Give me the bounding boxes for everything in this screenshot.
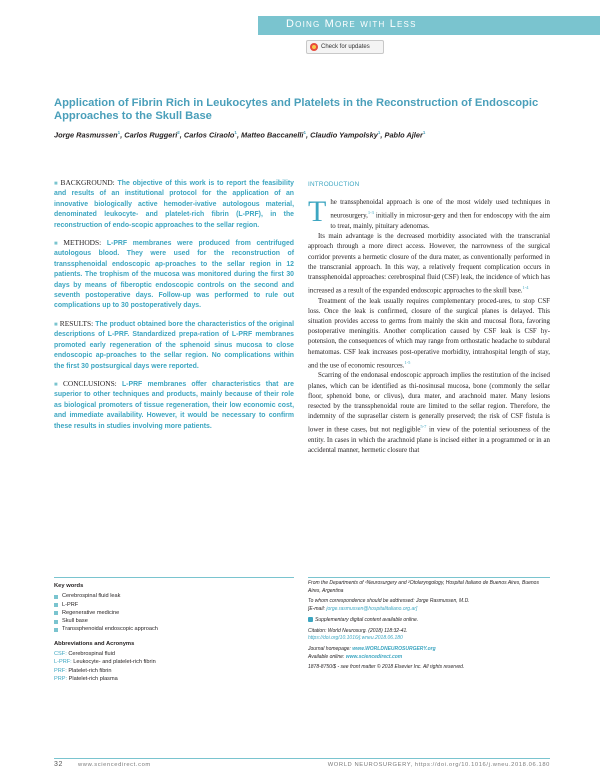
available-label: Available online: bbox=[308, 653, 345, 660]
available-line bbox=[308, 654, 550, 662]
abstract-methods bbox=[54, 238, 294, 312]
crossmark-icon bbox=[310, 43, 318, 51]
author-affiliation: 1 bbox=[377, 130, 381, 135]
methods-label: METHODS: bbox=[63, 238, 102, 248]
keyword-item: L-PRF bbox=[54, 601, 294, 609]
background-text: The objective of this work is to report the feasibility and results of an institutional protocol for the application of an innovative biologically active hemoder-ivative autologous material, denominated leukocyte- and platelet-rich fibrin (L-PRF), in the reconstruction of endo-scopic approaches to the sellar region. bbox=[54, 180, 295, 229]
footer-divider bbox=[54, 758, 550, 759]
intro-text: in view of the potential seriousness of the entity. In cases in which the arachnoid plane is incised either in a programmed or in an accidental manner, hermetic closure that bbox=[308, 426, 550, 455]
results-label: RESULTS: bbox=[59, 318, 94, 328]
keyword-item: Transsphenoidal endoscopic approach bbox=[54, 625, 294, 633]
drop-cap: T bbox=[308, 195, 327, 229]
intro-text: Its main advantage is the decreased morbidity associated with the transcranial approach through a more direct access. However, the narrowness of the surgical corridor prevents a hermetic closure of the dura mater, as conventionally performed in the transcranial approach. In this way, a relatively frequent complication occurs in transsphenoidal approaches: cerebrospinal fluid (CSF) leak, the incidence of which has increased as a result of the expanded endoscopic approaches to the skull base. bbox=[308, 233, 550, 295]
doi-link[interactable]: https://doi.org/10.1016/j.wneu.2018.06.180 bbox=[308, 635, 403, 642]
abbreviation-value: Cerebrospinal fluid bbox=[68, 651, 115, 658]
abstract bbox=[54, 178, 294, 439]
intro-paragraph bbox=[308, 371, 550, 456]
abbreviation-row bbox=[54, 667, 294, 675]
author-name[interactable]: Carlos Ruggeri bbox=[124, 130, 178, 140]
intro-text: Treatment of the leak usually requires complementary proced-ures, to stop CSF loss. Once the leak is confirmed, closure of the surgical planes is delayed. This situation provides access to germs from mainly the skin and mucosal flora, favoring postoperative meningitis. Another complication caused by CSF leak is CSF hy-potension, the consequences of which may range from orthostatic headache to subdural hematomas. CSF leak increases post-operative morbidity, intrahospital length of stay, and the use of economic resources. bbox=[308, 297, 550, 370]
section-title: Doing More with Less bbox=[286, 18, 417, 30]
page-footer bbox=[54, 761, 550, 771]
homepage-link[interactable]: www.WORLDNEUROSURGERY.org bbox=[352, 645, 436, 652]
keyword-item: Skull base bbox=[54, 617, 294, 625]
section-header bbox=[258, 16, 600, 35]
abbreviation-row bbox=[54, 650, 294, 658]
abstract-background bbox=[54, 178, 294, 231]
abbreviation-key: PRF: bbox=[54, 667, 67, 674]
keyword-item: Regenerative medicine bbox=[54, 609, 294, 617]
background-label: BACKGROUND: bbox=[60, 178, 115, 187]
abbreviations-heading: Abbreviations and Acronyms bbox=[54, 640, 135, 647]
page-number: 32 bbox=[54, 761, 63, 768]
email-label: [E-mail: bbox=[308, 606, 325, 613]
reference-link[interactable]: 1-3 bbox=[367, 210, 374, 216]
abbreviation-row bbox=[54, 675, 294, 683]
email-link[interactable]: jorge.rasmussen@hospitalitaliano.org.ar] bbox=[326, 606, 418, 613]
citation-note: Citation: World Neurosurg. (2018) 118:32-41. bbox=[308, 627, 408, 634]
supplementary-note bbox=[308, 617, 550, 625]
correspondence-note: To whom correspondence should be addressed: Jorge Rasmussen, M.D. bbox=[308, 598, 470, 605]
abbreviation-value: Platelet-rich plasma bbox=[68, 675, 118, 682]
abstract-conclusions bbox=[54, 379, 294, 432]
reference-link[interactable]: 1-4 bbox=[522, 285, 529, 291]
intro-text: he transsphenoidal approach is one of the most widely used techniques in neurosurgery, bbox=[330, 199, 550, 220]
intro-text: Scarring of the endonasal endoscopic approach implies the restitution of the incised planes, which can be identified as thi-nosinusal mucosa, bone (commonly the sellar floor, sphenoid bone, or clivus), dura mater, and arachnoid mater. Many lesions resected by the transsphenoidal route are limited to the sellar region. Therefore, the indemnity of the suprasellar cistern is generally preserved; the risk of CSF fistula is lower in these cases, but not negligible bbox=[308, 372, 550, 434]
keywords-list bbox=[54, 592, 294, 633]
footer-journal-info: WORLD NEUROSURGERY, https://doi.org/10.1016/j.wneu.2018.06.180 bbox=[327, 762, 550, 768]
abbreviation-key: PRP: bbox=[54, 675, 68, 682]
divider bbox=[54, 577, 294, 578]
supplementary-text: Supplementary digital content available online. bbox=[315, 616, 419, 623]
abbreviation-value: Leukocyte- and platelet-rich fibrin bbox=[73, 659, 156, 666]
article-title: Application of Fibrin Rich in Leukocytes and Platelets in the Reconstruction of Endoscopic Approaches to the Skull Base bbox=[54, 97, 539, 122]
intro-paragraph bbox=[308, 232, 550, 297]
keyword-item: Cerebrospinal fluid leak bbox=[54, 592, 294, 600]
reference-link[interactable]: 1-5 bbox=[404, 359, 411, 365]
introduction-section bbox=[308, 180, 550, 456]
introduction-heading: INTRODUCTION bbox=[308, 181, 360, 188]
author-name[interactable]: Pablo Ajler bbox=[384, 130, 423, 140]
sciencedirect-link[interactable]: www.sciencedirect.com bbox=[345, 653, 403, 660]
conclusions-text: L-PRF membranes offer characteristics that are superior to other techniques and products, mainly because of their role as biological promoters of tissue regeneration, their low economic cost, and immediate availability. However, it would be necessary to confirm these results in studies involving more patients. bbox=[54, 380, 294, 430]
supplementary-icon bbox=[308, 617, 313, 622]
keywords-heading: Key words bbox=[54, 583, 84, 589]
results-text: The product obtained bore the characteristics of the original descriptions of L-PRF. Standardized prepa-ration of L-PRF membranes promoted early regeneration of the sphenoid sinus mucosa to close endoscopic ap-proaches to the sellar region. No complications within the first 30 postsurgical days were reported. bbox=[54, 320, 295, 370]
bullet-icon: ■ bbox=[54, 181, 59, 187]
author-affiliation: 1 bbox=[422, 130, 426, 135]
author-affiliation: 1 bbox=[117, 130, 121, 135]
email-line bbox=[308, 606, 550, 614]
methods-text: L-PRF membranes were produced from centrifuged autologous blood. They were used for the reconstruction of transsphenoidal endoscopic ap-proaches to the sellar region in 12 patients. The trophism of the mucosa was monitored during the first 30 days by means of fiberoptic endoscopic controls on the second and seventh postoperative days. Follow-up was performed to rule out complications up to 30 postoperatively days. bbox=[54, 240, 295, 310]
author-affiliation: 1 bbox=[234, 130, 237, 135]
article-footnotes bbox=[308, 580, 550, 672]
abbreviation-value: Platelet-rich fibrin bbox=[68, 667, 112, 674]
conclusions-label: CONCLUSIONS: bbox=[62, 378, 117, 388]
abbreviation-key: L-PRF: bbox=[54, 659, 72, 666]
abbreviation-key: CSF: bbox=[54, 651, 67, 658]
abbreviation-row bbox=[54, 658, 294, 666]
author-name[interactable]: Carlos Ciraolo bbox=[183, 130, 235, 140]
homepage-line bbox=[308, 646, 550, 654]
author-name[interactable]: Matteo Baccanelli bbox=[241, 130, 304, 140]
copyright-note: 1878-8750/$ - see front matter © 2018 Elsevier Inc. All rights reserved. bbox=[308, 664, 465, 671]
author-affiliation: 1 bbox=[303, 130, 306, 135]
intro-paragraph bbox=[308, 195, 550, 232]
footer-site-link[interactable]: www.sciencedirect.com bbox=[78, 762, 151, 768]
intro-paragraph bbox=[308, 297, 550, 372]
author-list: Jorge Rasmussen$^1$, Carlos Ruggeri$^2$, Carlos Ciraolo$^1$, Matteo Baccanelli$^1$, Claudio Yampolsky$^1$, Pablo Ajler$^1$ bbox=[54, 130, 426, 140]
bullet-icon: ■ bbox=[54, 321, 58, 328]
author-name[interactable]: Jorge Rasmussen bbox=[54, 130, 118, 140]
homepage-label: Journal homepage: bbox=[308, 645, 351, 652]
reference-link[interactable]: 5-7 bbox=[420, 424, 427, 430]
keywords-panel bbox=[54, 582, 294, 683]
affiliation-note: From the Departments of ¹Neurosurgery and ²Otolaryngology, Hospital Italiano de Buenos Aires, Buenos Aires, Argentina bbox=[308, 580, 539, 594]
abstract-results bbox=[54, 319, 294, 372]
intro-text: initially in microsur-gery and then for endoscopy with the aim to treat, mainly, pituitary adenomas. bbox=[330, 212, 550, 230]
bullet-icon: ■ bbox=[54, 241, 62, 248]
author-affiliation: 2 bbox=[177, 130, 180, 135]
check-updates-label: Check for updates bbox=[321, 44, 370, 50]
check-for-updates-button[interactable] bbox=[306, 40, 384, 54]
divider bbox=[308, 577, 550, 578]
bullet-icon: ■ bbox=[54, 381, 61, 388]
author-name[interactable]: Claudio Yampolsky bbox=[310, 130, 378, 140]
